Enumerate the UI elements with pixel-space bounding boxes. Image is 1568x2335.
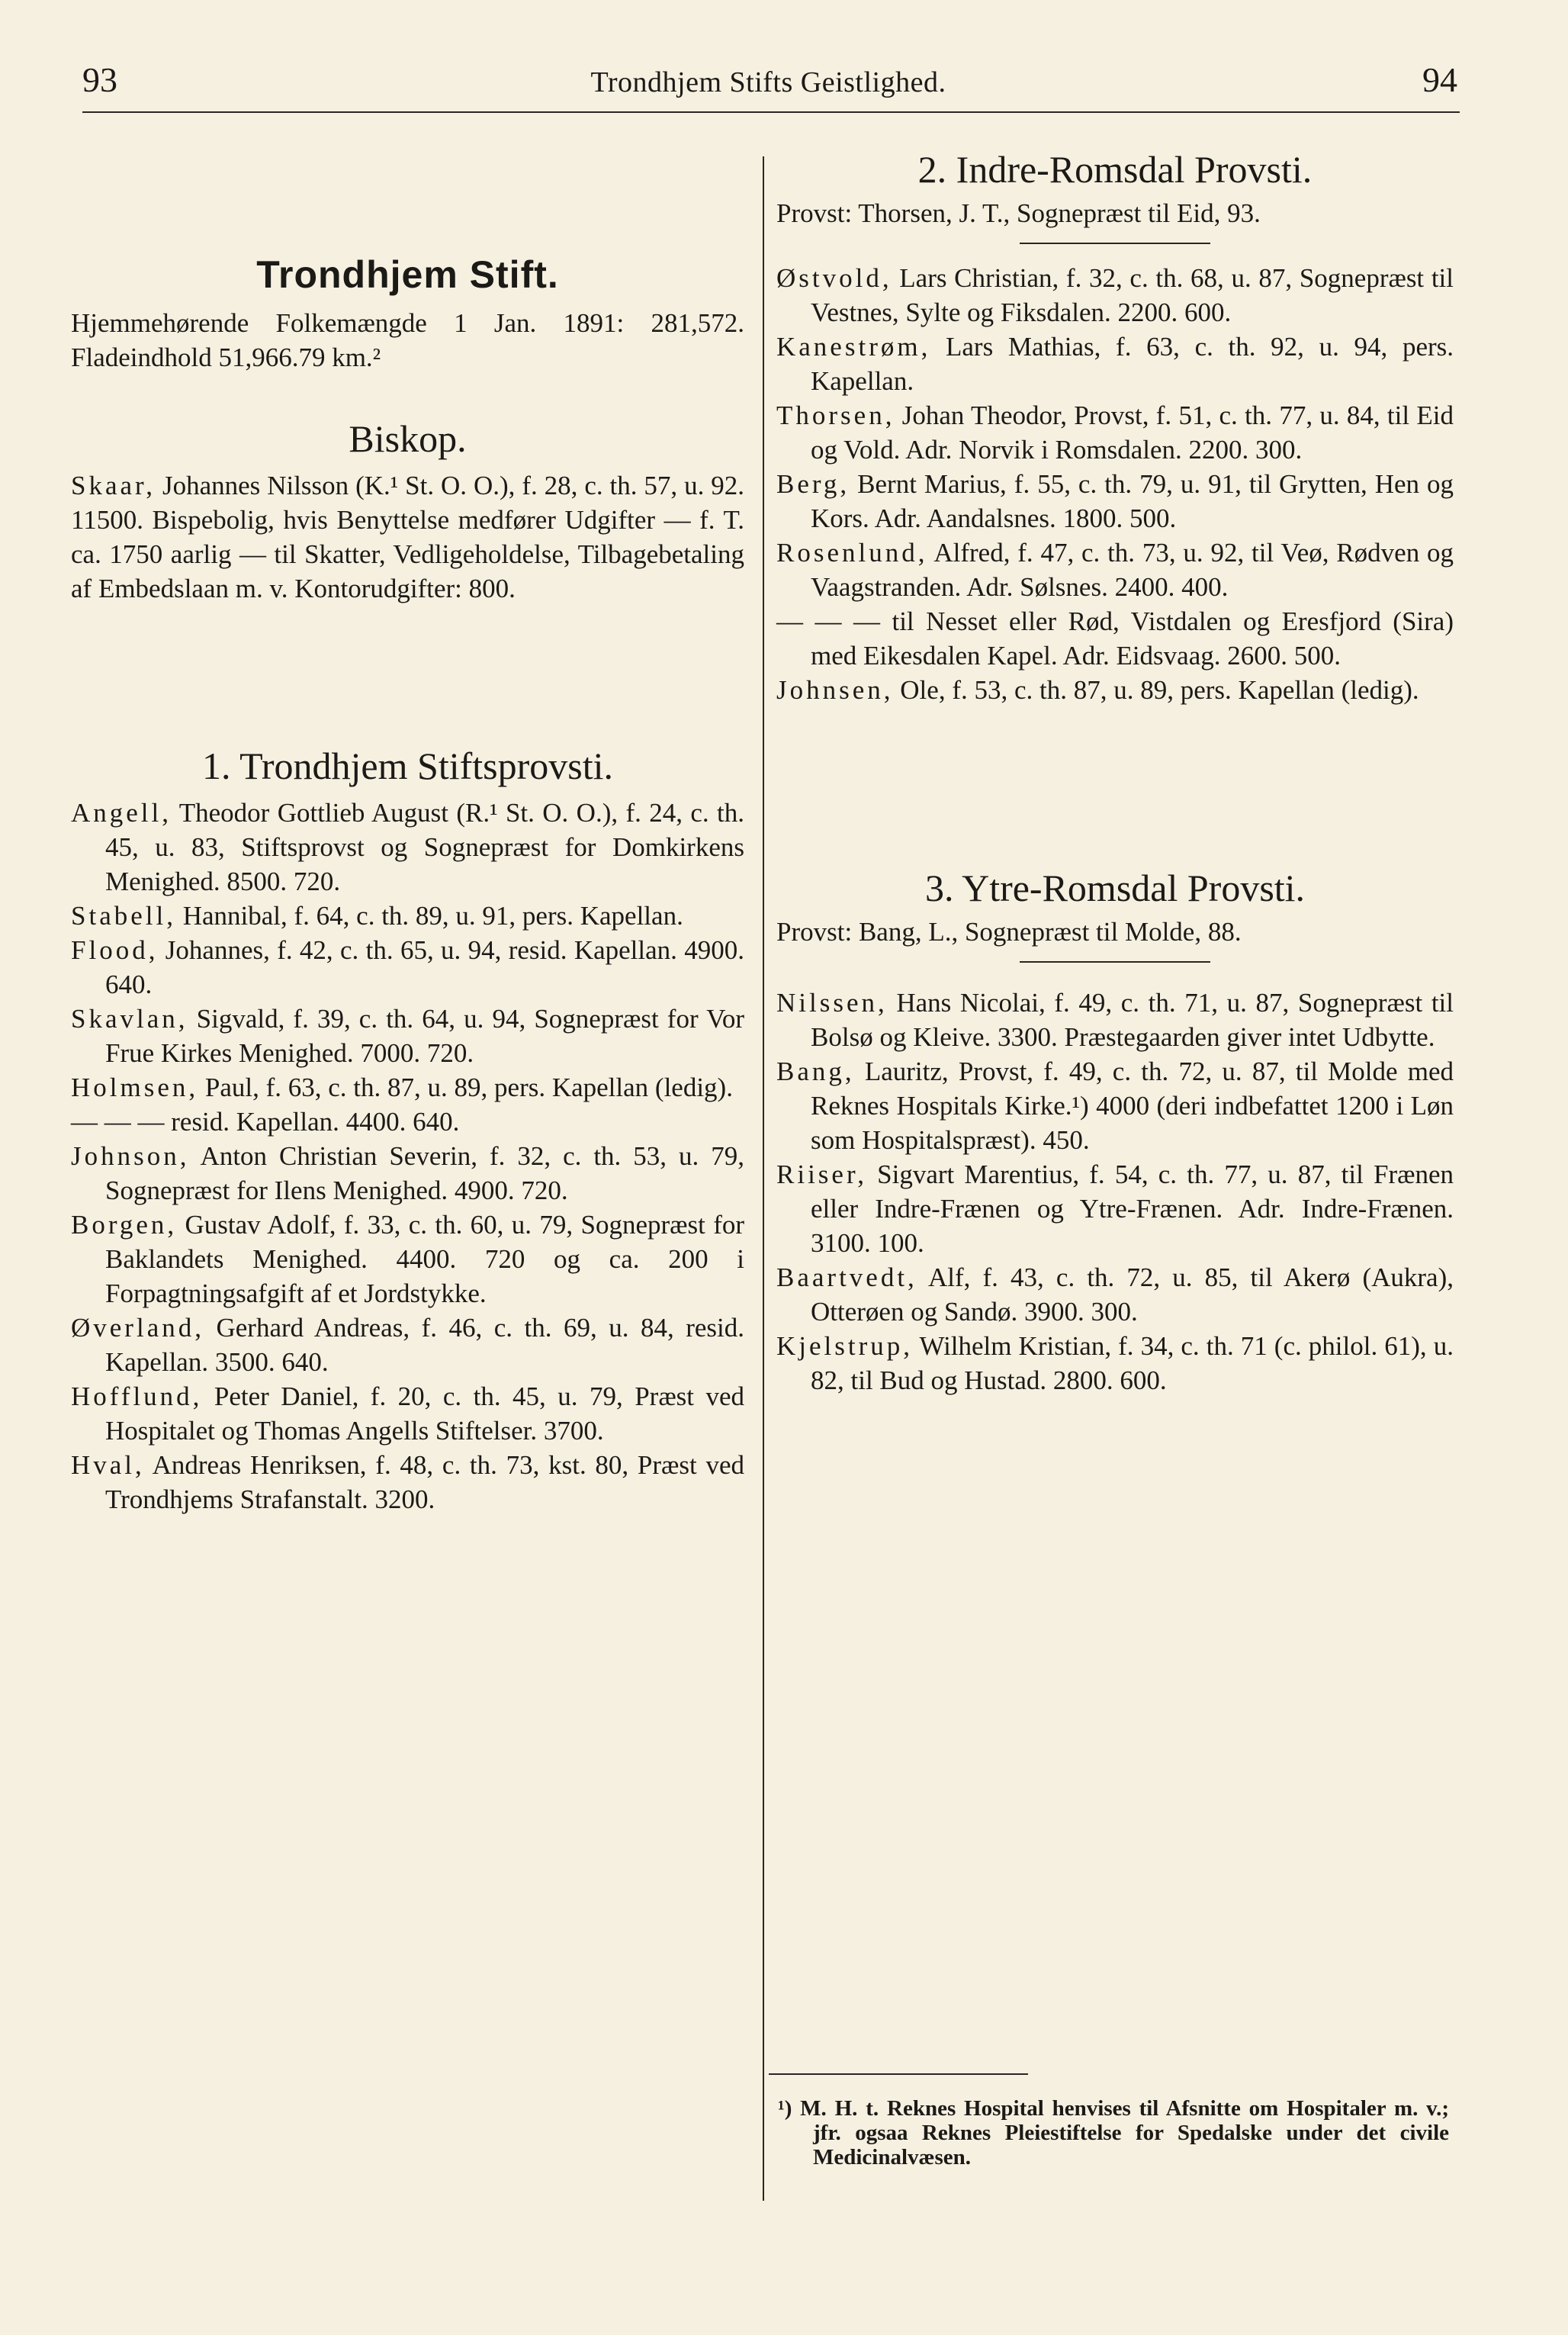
clergy-name: Nilssen, [776,988,888,1018]
clergy-details: Peter Daniel, f. 20, c. th. 45, u. 79, Præst ved Hospitalet og Thomas Angells Stiftelser. 3700. [105,1381,745,1446]
left-column [71,153,744,1516]
section-2-heading: 2. Indre-Romsdal Provsti. [917,148,1313,191]
clergy-entry [71,1070,744,1105]
biskop-heading: Biskop. [349,417,467,460]
biskop-text: Johannes Nilsson (K.¹ St. O. O.), f. 28, c. th. 57, u. 92. 11500. Bispebolig, hvis Benyttelse medfører Udgifter — f. T. ca. 1750 aarlig — til Skatter, Vedligeholdelse, Tilbagebetaling af Embedslaan m. v. Kontorudgifter: 800. [71,471,744,603]
clergy-entry [71,1139,744,1208]
clergy-name: Bang, [776,1057,855,1086]
clergy-name: Baartvedt, [776,1262,917,1292]
clergy-entry [71,1379,744,1448]
clergy-name: Johnson, [71,1141,190,1171]
stift-title: Trondhjem Stift. [256,253,559,296]
provst-line: Provst: Thorsen, J. T., Sognepræst til Eid, 93. [776,198,1261,228]
clergy-details: Alfred, f. 47, c. th. 73, u. 92, til Veø, Rødven og Vaagstranden. Adr. Sølsnes. 2400. 400. [811,538,1454,602]
clergy-details: Hans Nicolai, f. 49, c. th. 71, u. 87, Sognepræst til Bolsø og Kleive. 3300. Præstegaarden giver intet Udbytte. [811,988,1454,1052]
section-2-rule [1020,243,1210,244]
clergy-name: Flood, [71,935,159,965]
clergy-entry [776,1260,1454,1329]
clergy-entry [71,1311,744,1379]
clergy-details: Gustav Adolf, f. 33, c. th. 60, u. 79, Sognepræst for Baklandets Menighed. 4400. 720 og ca. 200 i Forpagtningsafgift af et Jordstykke. [105,1210,745,1308]
stift-info: Hjemmehørende Folkemængde 1 Jan. 1891: 281,572. Fladeindhold 51,966.79 km.² [71,308,744,372]
clergy-name: Østvold, [776,263,892,293]
clergy-name: Riiser, [776,1159,867,1189]
clergy-details: Bernt Marius, f. 55, c. th. 79, u. 91, til Grytten, Hen og Kors. Adr. Aandalsnes. 1800. 500. [811,469,1454,533]
clergy-entry [71,1105,744,1139]
clergy-name: — — — [776,606,880,636]
clergy-entry [776,261,1454,330]
clergy-entry [776,1329,1454,1397]
clergy-details: Andreas Henriksen, f. 48, c. th. 73, kst. 80, Præst ved Trondhjems Strafanstalt. 3200. [105,1450,744,1514]
clergy-details: Paul, f. 63, c. th. 87, u. 89, pers. Kapellan (ledig). [204,1073,733,1102]
clergy-details: Anton Christian Severin, f. 32, c. th. 53, u. 79, Sognepræst for Ilens Menighed. 4900. 720. [105,1141,744,1205]
clergy-details: Hannibal, f. 64, c. th. 89, u. 91, pers. Kapellan. [182,901,683,931]
clergy-details: Lars Mathias, f. 63, c. th. 92, u. 94, pers. Kapellan. [811,332,1454,396]
page-number-right: 94 [1422,60,1457,99]
clergy-entry [776,604,1454,673]
clergy-name: Borgen, [71,1210,178,1240]
clergy-entry [71,796,744,899]
clergy-details: Alf, f. 43, c. th. 72, u. 85, til Akerø (Aukra), Otterøen og Sandø. 3900. 300. [811,1262,1454,1327]
clergy-name: Hofflund, [71,1381,203,1411]
clergy-details: Johannes, f. 42, c. th. 65, u. 94, resid. Kapellan. 4900. 640. [105,935,745,999]
clergy-name: Øverland, [71,1313,204,1343]
clergy-name: Angell, [71,798,172,828]
section-3-rule [1020,961,1210,963]
clergy-name: — — — [71,1107,165,1137]
header-rule [82,111,1460,113]
clergy-entry [776,673,1454,707]
biskop-entry [71,468,744,606]
right-column [776,148,1454,1397]
footnote [778,2096,1449,2169]
clergy-details: Ole, f. 53, c. th. 87, u. 89, pers. Kapellan (ledig). [900,675,1419,705]
clergy-name: Johnsen, [776,675,894,705]
clergy-name: Holmsen, [71,1073,199,1102]
clergy-name: Skavlan, [71,1004,188,1034]
clergy-entry [776,536,1454,604]
section-1-heading: 1. Trondhjem Stiftsprovsti. [202,745,613,787]
clergy-details: Sigvald, f. 39, c. th. 64, u. 94, Sognepræst for Vor Frue Kirkes Menighed. 7000. 720. [105,1004,744,1068]
clergy-name: Berg, [776,469,850,499]
clergy-entry [776,1054,1454,1157]
clergy-name: Thorsen, [776,400,895,430]
provst-line: Provst: Bang, L., Sognepræst til Molde, 88. [776,917,1242,947]
footnote-text: ¹) M. H. t. Reknes Hospital henvises til Afsnitte om Hospitaler m. v.; jfr. ogsaa Reknes Pleiestiftelse for Spedalske under det civile Medicinalvæsen. [778,2096,1449,2169]
footnote-rule [769,2073,1028,2075]
clergy-details: Lauritz, Provst, f. 49, c. th. 72, u. 87, til Molde med Reknes Hospitals Kirke.¹) 4000 (deri indbefattet 1200 i Løn som Hospitalspræst). 450. [811,1057,1454,1155]
clergy-details: Johan Theodor, Provst, f. 51, c. th. 77, u. 84, til Eid og Vold. Adr. Norvik i Romsdalen. 2200. 300. [811,400,1454,465]
clergy-details: Wilhelm Kristian, f. 34, c. th. 71 (c. philol. 61), u. 82, til Bud og Hustad. 2800. 600. [811,1331,1454,1395]
running-title: Trondhjem Stifts Geistlighed. [590,66,946,98]
clergy-entry [776,330,1454,398]
clergy-entry [71,899,744,933]
clergy-entry [776,986,1454,1054]
clergy-details: Lars Christian, f. 32, c. th. 68, u. 87, Sognepræst til Vestnes, Sylte og Fiksdalen. 2200. 600. [811,263,1454,327]
page-number-left: 93 [82,60,117,99]
clergy-details: resid. Kapellan. 4400. 640. [171,1107,460,1137]
column-divider [763,156,764,2201]
clergy-name: Stabell, [71,901,176,931]
clergy-name: Hval, [71,1450,145,1480]
clergy-name: Kjelstrup, [776,1331,914,1361]
clergy-entry [71,933,744,1002]
clergy-entry [776,467,1454,536]
clergy-details: Sigvart Marentius, f. 54, c. th. 77, u. 87, til Frænen eller Indre-Frænen og Ytre-Frænen. Adr. Indre-Frænen. 3100. 100. [811,1159,1454,1258]
clergy-entry [71,1002,744,1070]
clergy-entry [71,1208,744,1311]
biskop-name: Skaar, [71,471,156,500]
clergy-entry [776,398,1454,467]
running-header [76,60,1460,105]
clergy-name: Rosenlund, [776,538,928,568]
clergy-entry [71,1448,744,1516]
clergy-details: Theodor Gottlieb August (R.¹ St. O. O.), f. 24, c. th. 45, u. 83, Stiftsprovst og Sognepræst for Domkirkens Menighed. 8500. 720. [105,798,744,896]
section-3-heading: 3. Ytre-Romsdal Provsti. [924,867,1306,909]
clergy-details: Gerhard Andreas, f. 46, c. th. 69, u. 84, resid. Kapellan. 3500. 640. [105,1313,745,1377]
clergy-entry [776,1157,1454,1260]
clergy-details: til Nesset eller Rød, Vistdalen og Eresfjord (Sira) med Eikesdalen Kapel. Adr. Eidsvaag. 2600. 500. [811,606,1454,671]
clergy-name: Kanestrøm, [776,332,931,362]
